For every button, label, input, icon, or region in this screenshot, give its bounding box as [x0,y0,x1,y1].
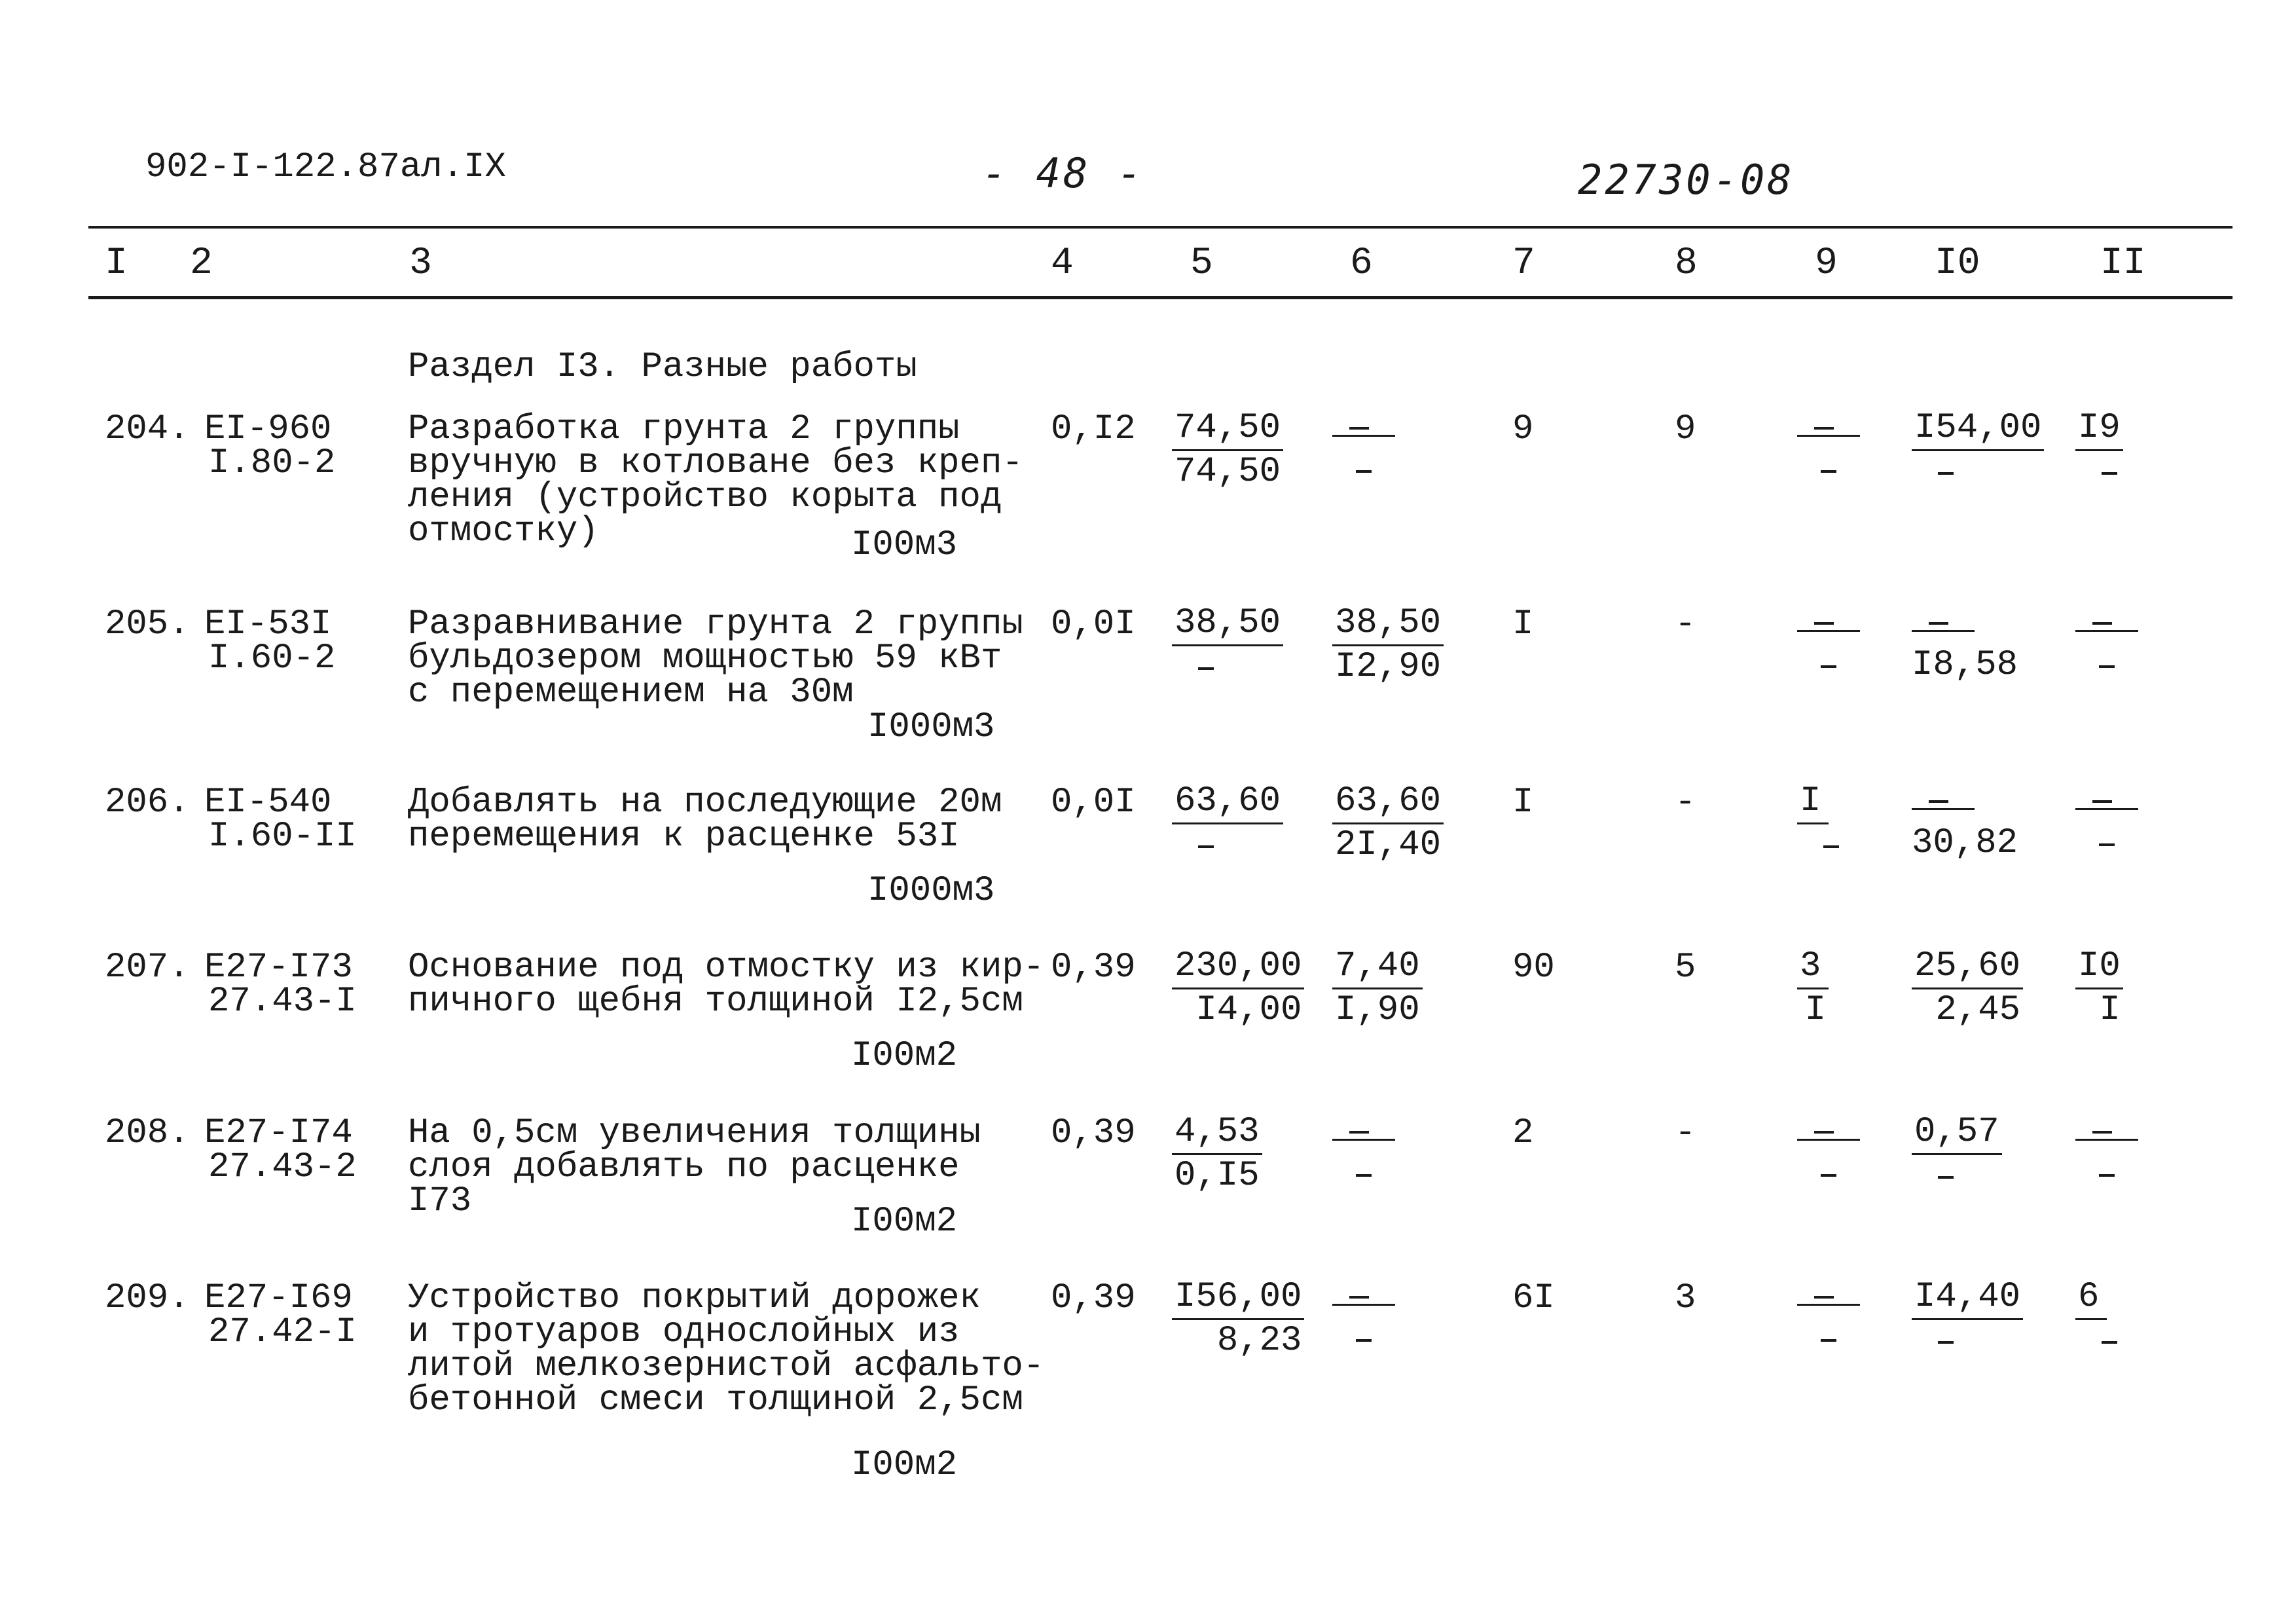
work-description-line: пичного щебня толщиной I2,5см [408,982,1023,1022]
cost-column-10-top [1912,786,1975,810]
cost-column-10 [1912,407,2044,475]
column-8-value: 9 [1675,409,1696,449]
work-description-line: Устройство покрытий дорожек [408,1278,981,1318]
cost-column-10-bottom [1938,1341,1954,1344]
cost-column-11 [2075,1111,2138,1177]
column-header-8: 8 [1675,242,1698,285]
cost-column-5-top: 38,50 [1172,602,1283,646]
quantity: 0,39 [1051,1278,1136,1318]
work-description-line: литой мелкозернистой асфальто- [408,1346,1045,1386]
cost-column-5-bottom [1198,667,1214,670]
cost-column-9-bottom [1821,470,1836,473]
cost-column-9 [1797,1276,1860,1342]
cost-column-11-bottom [2102,472,2117,475]
cost-column-5-top: 74,50 [1172,407,1283,451]
work-description-line: Разравнивание грунта 2 группы [408,604,1023,644]
row-number: 206. [105,783,190,822]
cost-column-6 [1332,1111,1395,1177]
unit-of-measure: I00м2 [851,1445,958,1485]
cost-column-10-top: I54,00 [1912,407,2044,451]
cost-column-6 [1332,602,1444,688]
cost-column-9-top: I [1797,781,1829,824]
rate-code: E27-I74 [204,1113,353,1153]
cost-column-5 [1172,1111,1262,1197]
page-number: - 48 - [982,149,1144,197]
column-8-value: 5 [1675,948,1696,987]
cost-column-10 [1912,1111,2002,1179]
column-7-value: 6I [1512,1278,1555,1318]
rate-code: EI-53I [204,604,332,644]
row-number: 204. [105,409,190,449]
row-number: 209. [105,1278,190,1318]
cost-column-5 [1172,1276,1304,1362]
unit-of-measure: I00м2 [851,1036,958,1076]
cost-column-6 [1332,407,1395,473]
cost-column-6-bottom [1356,1339,1372,1342]
column-header-10: I0 [1935,242,1980,285]
cost-column-6-top [1332,1282,1395,1306]
cost-column-11 [2075,1276,2117,1344]
cost-column-5-top: I56,00 [1172,1276,1304,1320]
cost-column-9 [1797,602,1860,668]
cost-column-10 [1912,1276,2023,1344]
cost-column-11-bottom [2099,1174,2115,1177]
unit-of-measure: I00м3 [851,525,958,565]
cost-column-11-top [2075,608,2138,632]
cost-column-6-top [1332,413,1395,437]
cost-column-5 [1172,602,1283,670]
cost-column-10-bottom: 2,45 [1935,990,2021,1030]
cost-column-6 [1332,781,1444,866]
cost-column-11 [2075,602,2138,668]
work-description-line: Основание под отмостку из кир- [408,948,1045,987]
rate-code-secondary: 27.43-I [208,982,357,1022]
quantity: 0,39 [1051,1113,1136,1153]
work-description-line: слоя добавлять по расценке [408,1147,960,1187]
cost-column-10-top [1912,608,1975,632]
cost-column-5 [1172,946,1304,1031]
cost-column-11-bottom [2099,843,2115,846]
unit-of-measure: I000м3 [867,871,995,911]
cost-column-11-top: 6 [2075,1276,2107,1320]
cost-column-5-bottom: 74,50 [1175,452,1281,492]
cost-column-5 [1172,407,1283,493]
cost-column-9-bottom: I [1804,990,1826,1030]
row-number: 207. [105,948,190,987]
quantity: 0,0I [1051,783,1136,822]
cost-column-11-bottom: I [2099,990,2121,1030]
rate-code: E27-I69 [204,1278,353,1318]
rate-code: EI-960 [204,409,332,449]
cost-column-9 [1797,407,1860,473]
rate-code: EI-540 [204,783,332,822]
column-8-value: 3 [1675,1278,1696,1318]
work-description-line: бульдозером мощностью 59 кВт [408,638,1002,678]
column-8-value: - [1675,783,1696,822]
cost-column-10-bottom: 30,82 [1912,823,2018,863]
rate-code-secondary: 27.43-2 [208,1147,357,1187]
work-description-line: На 0,5см увеличения толщины [408,1113,981,1153]
cost-column-10 [1912,602,2020,686]
work-description-line: Разработка грунта 2 группы [408,409,960,449]
cost-column-9-bottom [1823,845,1839,848]
cost-column-5 [1172,781,1283,848]
column-7-value: 2 [1512,1113,1534,1153]
cost-column-9-top: 3 [1797,946,1829,989]
cost-column-9-top [1797,608,1860,632]
quantity: 0,39 [1051,948,1136,987]
column-8-value: - [1675,604,1696,644]
document-code: 902-I-122.87ал.IX [145,147,506,187]
work-description-line: с перемещением на 30м [408,673,854,712]
cost-column-5-bottom: I4,00 [1195,990,1302,1030]
cost-column-11-bottom [2099,665,2115,668]
cost-column-6-bottom: I,90 [1335,990,1420,1030]
column-header-7: 7 [1512,242,1535,285]
cost-column-9-top [1797,413,1860,437]
cost-column-6-top [1332,1116,1395,1141]
row-number: 208. [105,1113,190,1153]
column-7-value: 90 [1512,948,1555,987]
column-header-1: I [105,242,128,285]
work-description-line: ления (устройство корыта под [408,477,1002,517]
cost-column-11-top [2075,786,2138,810]
cost-column-10 [1912,781,2020,864]
header-top-rule [88,226,2232,229]
rate-code-secondary: I.80-2 [208,443,336,483]
cost-column-11 [2075,407,2123,475]
cost-column-9-bottom [1821,1339,1836,1342]
column-header-9: 9 [1815,242,1838,285]
cost-column-5-top: 63,60 [1172,781,1283,824]
quantity: 0,I2 [1051,409,1136,449]
cost-column-11-top: I9 [2075,407,2123,451]
cost-column-10-top: 0,57 [1912,1111,2002,1155]
column-header-6: 6 [1350,242,1373,285]
work-description-line: вручную в котловане без креп- [408,443,1023,483]
cost-column-9 [1797,946,1829,1031]
cost-column-9-bottom [1821,665,1836,668]
cost-column-6-bottom [1356,1174,1372,1177]
cost-column-11-top: I0 [2075,946,2123,989]
cost-column-11-top [2075,1116,2138,1141]
cost-column-6-top: 7,40 [1332,946,1423,989]
column-8-value: - [1675,1113,1696,1153]
cost-column-6-bottom: I2,90 [1335,647,1442,687]
cost-column-6-top: 38,50 [1332,602,1444,646]
cost-column-10 [1912,946,2023,1031]
cost-column-9 [1797,1111,1860,1177]
cost-column-5-bottom: 0,I5 [1175,1156,1260,1196]
column-header-2: 2 [190,242,213,285]
cost-column-6 [1332,946,1423,1031]
cost-column-10-bottom [1938,1176,1954,1179]
cost-column-11 [2075,946,2123,1031]
column-7-value: I [1512,783,1534,822]
cost-column-6-bottom: 2I,40 [1335,825,1442,865]
cost-column-10-top: 25,60 [1912,946,2023,989]
column-header-3: 3 [409,242,432,285]
work-description-line: и тротуаров однослойных из [408,1312,960,1352]
column-header-5: 5 [1190,242,1213,285]
cost-column-6-bottom [1356,470,1372,473]
work-description-line: I73 [408,1181,472,1221]
unit-of-measure: I00м2 [851,1202,958,1242]
cost-column-5-top: 4,53 [1172,1111,1262,1155]
archive-number: 22730-08 [1578,156,1795,204]
work-description-line: Добавлять на последующие 20м [408,783,1002,822]
row-number: 205. [105,604,190,644]
cost-column-6-top: 63,60 [1332,781,1444,824]
cost-column-10-top: I4,40 [1912,1276,2023,1320]
rate-code-secondary: 27.42-I [208,1312,357,1352]
header-bottom-rule [88,296,2232,299]
cost-column-9-top [1797,1282,1860,1306]
cost-column-5-top: 230,00 [1172,946,1304,989]
rate-code-secondary: I.60-2 [208,638,336,678]
cost-column-11 [2075,781,2138,846]
work-description-line: отмостку) [408,511,599,551]
cost-column-9 [1797,781,1839,848]
rate-code: E27-I73 [204,948,353,987]
column-header-11: II [2100,242,2146,285]
work-description-line: бетонной смеси толщиной 2,5см [408,1380,1023,1420]
cost-column-6 [1332,1276,1395,1342]
unit-of-measure: I000м3 [867,707,995,747]
column-header-4: 4 [1051,242,1074,285]
section-title: Раздел I3. Разные работы [408,347,917,387]
cost-column-10-bottom: I8,58 [1912,645,2018,685]
cost-column-10-bottom [1938,472,1954,475]
work-description-line: перемещения к расценке 53I [408,817,960,857]
cost-column-5-bottom: 8,23 [1216,1321,1302,1361]
column-7-value: I [1512,604,1534,644]
cost-column-5-bottom [1198,845,1214,848]
cost-column-9-bottom [1821,1174,1836,1177]
rate-code-secondary: I.60-II [208,817,357,857]
quantity: 0,0I [1051,604,1136,644]
cost-column-11-bottom [2102,1341,2117,1344]
column-7-value: 9 [1512,409,1534,449]
cost-column-9-top [1797,1116,1860,1141]
